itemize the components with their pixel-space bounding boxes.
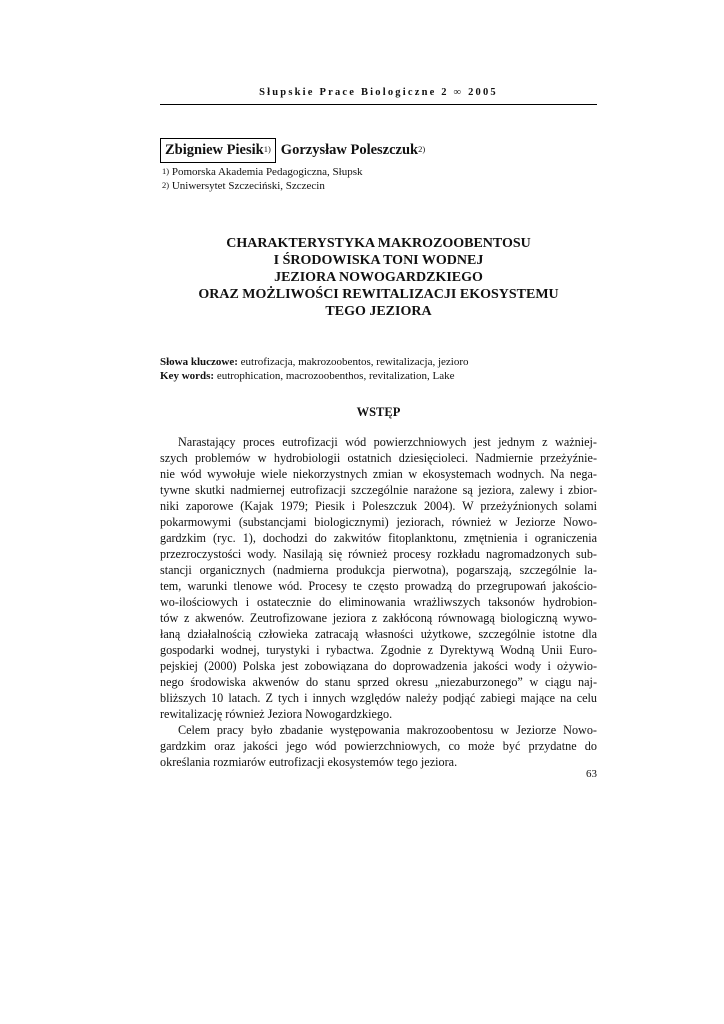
text-line: łaną działalnością człowieka zatracają własności użytkowe, szczególnie istotne dla — [160, 627, 597, 641]
author-name: Gorzysław Poleszczuk — [280, 142, 419, 158]
text-line: niki zaporowe (Kajak 1979; Piesik i Poleszczuk 2004). W przeżyźnionych solami — [160, 499, 597, 513]
text-line: pejskiej (2000) Polska jest zobowiązana do doprowadzenia jakości wody i ożywio- — [160, 659, 597, 673]
text-line: nego środowiska akwenów do stanu sprzed okresu „niezaburzonego” w ciągu naj- — [160, 675, 597, 689]
author-primary-box — [160, 138, 276, 163]
text-line: gardzkim (ryc. 1), dochodzi do zakwitów fitoplanktonu, zmętnienia i ograniczenia — [160, 531, 597, 545]
paper-title — [160, 235, 597, 320]
text-line: gospodarki wodnej, turystyki i rybactwa. Zgodnie z Dyrektywą Wodną Unii Euro- — [160, 643, 597, 657]
affiliation-mark: 2) — [162, 180, 170, 190]
text-line: rewitalizację również Jeziora Nowogardzkiego. — [160, 707, 393, 721]
keywords-english — [160, 369, 597, 383]
text-line: tywne skutki nadmiernej eutrofizacji szczególnie narażone są jeziora, zalewy i zbior- — [160, 483, 597, 497]
title-line: TEGO JEZIORA — [325, 304, 432, 319]
text-line: gardzkim oraz jakości jego wód powierzchniowych, co może być przydatne do — [160, 739, 597, 753]
text-line: pokarmowymi (substancjami biologicznymi) jeziorach, również w Jeziorze Nowo- — [160, 515, 597, 529]
text-line: wo-ilościowych i ostatecznie do eliminowania wrażliwszych taksonów hydrobion- — [160, 595, 597, 609]
keywords-polish — [160, 355, 597, 369]
text-line: tem, warunki tlenowe wód. Procesy te często prowadzą do przegrupowań jakościo- — [160, 579, 597, 593]
affiliation-1 — [162, 165, 362, 179]
author-secondary — [281, 142, 425, 159]
page-number: 63 — [586, 768, 597, 780]
running-head: Słupskie Prace Biologiczne 2 ∞ 2005 — [259, 87, 498, 98]
section-heading: WSTĘP — [356, 405, 401, 419]
body-text — [160, 434, 597, 770]
affiliation-text: Pomorska Akademia Pedagogiczna, Słupsk — [171, 166, 363, 178]
text-line: nie wód wywołuje wiele niekorzystnych zmian w ekosystemach wodnych. Na nega- — [160, 467, 597, 481]
author-name: Zbigniew Piesik — [165, 142, 264, 158]
keywords-text: eutrophication, macrozoobenthos, revitalization, Lake — [214, 370, 455, 382]
affiliation-text: Uniwersytet Szczeciński, Szczecin — [171, 180, 325, 192]
affiliation-mark: 1) — [263, 144, 271, 154]
text-line: szych problemów w hydrobiologii ostatnich dziesięcioleci. Nadmiernie przeżyźnie- — [160, 451, 597, 465]
text-line: przezroczystości wody. Nasilają się również procesy rozkładu nagromadzonych sub- — [160, 547, 597, 561]
author-line — [160, 138, 597, 164]
keywords-text: eutrofizacja, makrozoobentos, rewitalizacja, jezioro — [237, 356, 469, 368]
text-line: określania rozmiarów eutrofizacji ekosystemów tego jeziora. — [160, 755, 458, 769]
text-line: bliższych 10 latach. Z tych i innych względów należy podjąć zabiegi mające na celu — [160, 691, 597, 705]
keywords-label: Słowa kluczowe: — [160, 356, 238, 368]
text-line: stancji organicznych (nadmierna produkcja pierwotna), pogarszają, szczególnie la- — [160, 563, 597, 577]
text-line: tów z akwenów. Zeutrofizowane jeziora z zakłóconą równowagą biologiczną wywo- — [160, 611, 597, 625]
header-rule — [160, 104, 597, 105]
title-line: CHARAKTERYSTYKA MAKROZOOBENTOSU — [226, 236, 531, 251]
affiliation-mark: 1) — [162, 166, 170, 176]
keywords-label: Key words: — [160, 370, 215, 382]
affiliation-2 — [162, 179, 325, 193]
title-line: ORAZ MOŻLIWOŚCI REWITALIZACJI EKOSYSTEMU — [198, 287, 559, 302]
text-line: Narastający proces eutrofizacji wód powierzchniowych jest jednym z ważniej- — [178, 435, 597, 449]
title-line: JEZIORA NOWOGARDZKIEGO — [274, 270, 483, 285]
text-line: Celem pracy było zbadanie występowania makrozoobentosu w Jeziorze Nowo- — [178, 723, 597, 737]
title-line: I ŚRODOWISKA TONI WODNEJ — [273, 253, 484, 268]
affiliation-mark: 2) — [418, 144, 426, 154]
